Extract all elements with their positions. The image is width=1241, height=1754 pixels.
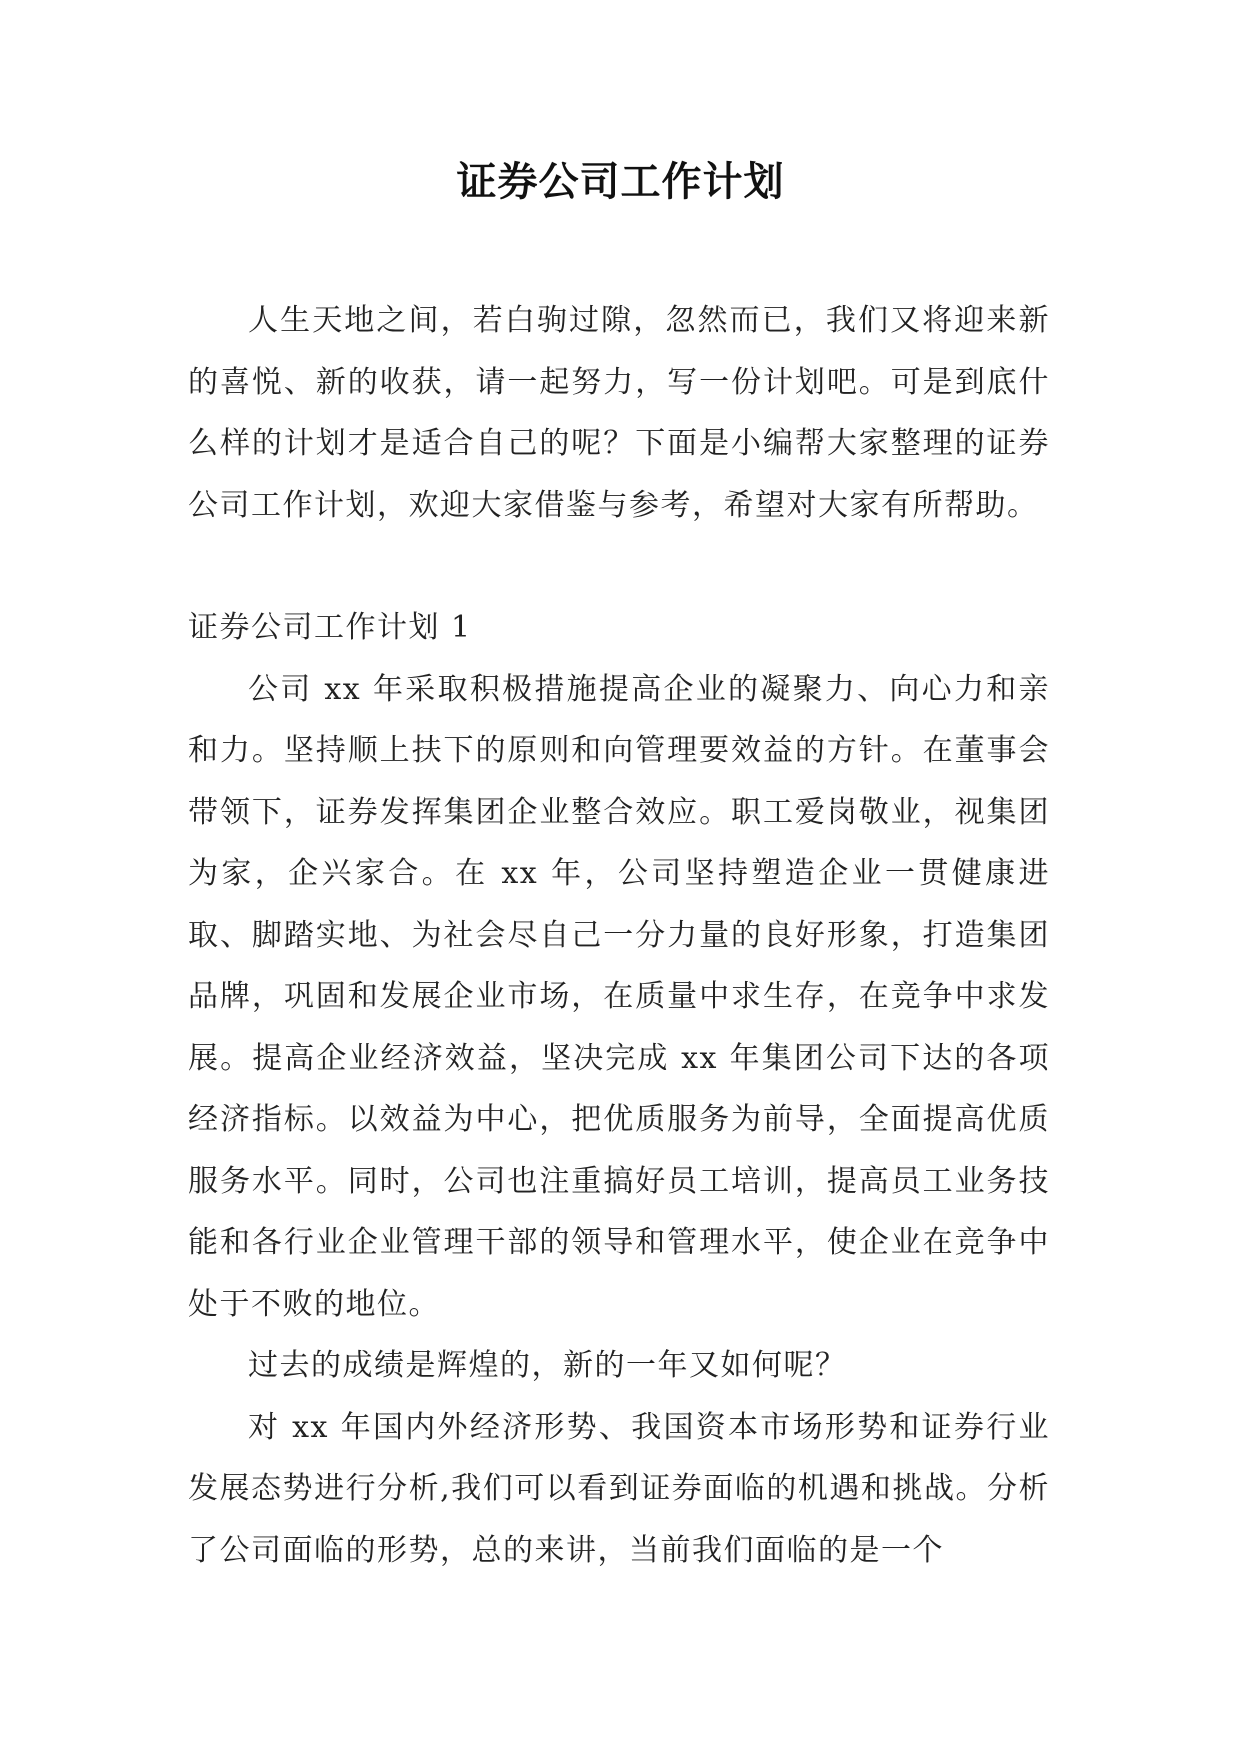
body-paragraph-2: 过去的成绩是辉煌的，新的一年又如何呢？	[248, 1348, 847, 1383]
section-heading: 证券公司工作计划 1	[188, 610, 472, 645]
paragraph-spacer	[188, 536, 1050, 597]
document-body	[188, 290, 1050, 1581]
intro-paragraph: 人生天地之间，若白驹过隙，忽然而已，我们又将迎来新的喜悦、新的收获，请一起努力，写一份计划吧。可是到底什么样的计划才是适合自己的呢？下面是小编帮大家整理的证券公司工作计划，欢迎大家借鉴与参考，希望对大家有所帮助。	[188, 303, 1050, 523]
body-paragraph-3: 对 xx 年国内外经济形势、我国资本市场形势和证券行业发展态势进行分析,我们可以看到证券面临的机遇和挑战。分析了公司面临的形势，总的来讲，当前我们面临的是一个	[188, 1409, 1050, 1568]
page-title: 证券公司工作计划	[456, 158, 785, 205]
body-paragraph-1: 公司 xx 年采取积极措施提高企业的凝聚力、向心力和亲和力。坚持顺上扶下的原则和向管理要效益的方针。在董事会带领下，证券发挥集团企业整合效应。职工爱岗敬业，视集团为家，企兴家合。在 xx 年，公司坚持塑造企业一贯健康进取、脚踏实地、为社会尽自己一分力量的良好形象，打造集团品牌，巩固和发展企业市场，在质量中求生存，在竞争中求发展。提高企业经济效益，坚决完成 xx 年集团公司下达的各项经济指标。以效益为中心，把优质服务为前导，全面提高优质服务水平。同时，公司也注重搞好员工培训，提高员工业务技能和各行业企业管理干部的领导和管理水平，使企业在竞争中处于不败的地位。	[188, 671, 1050, 1322]
